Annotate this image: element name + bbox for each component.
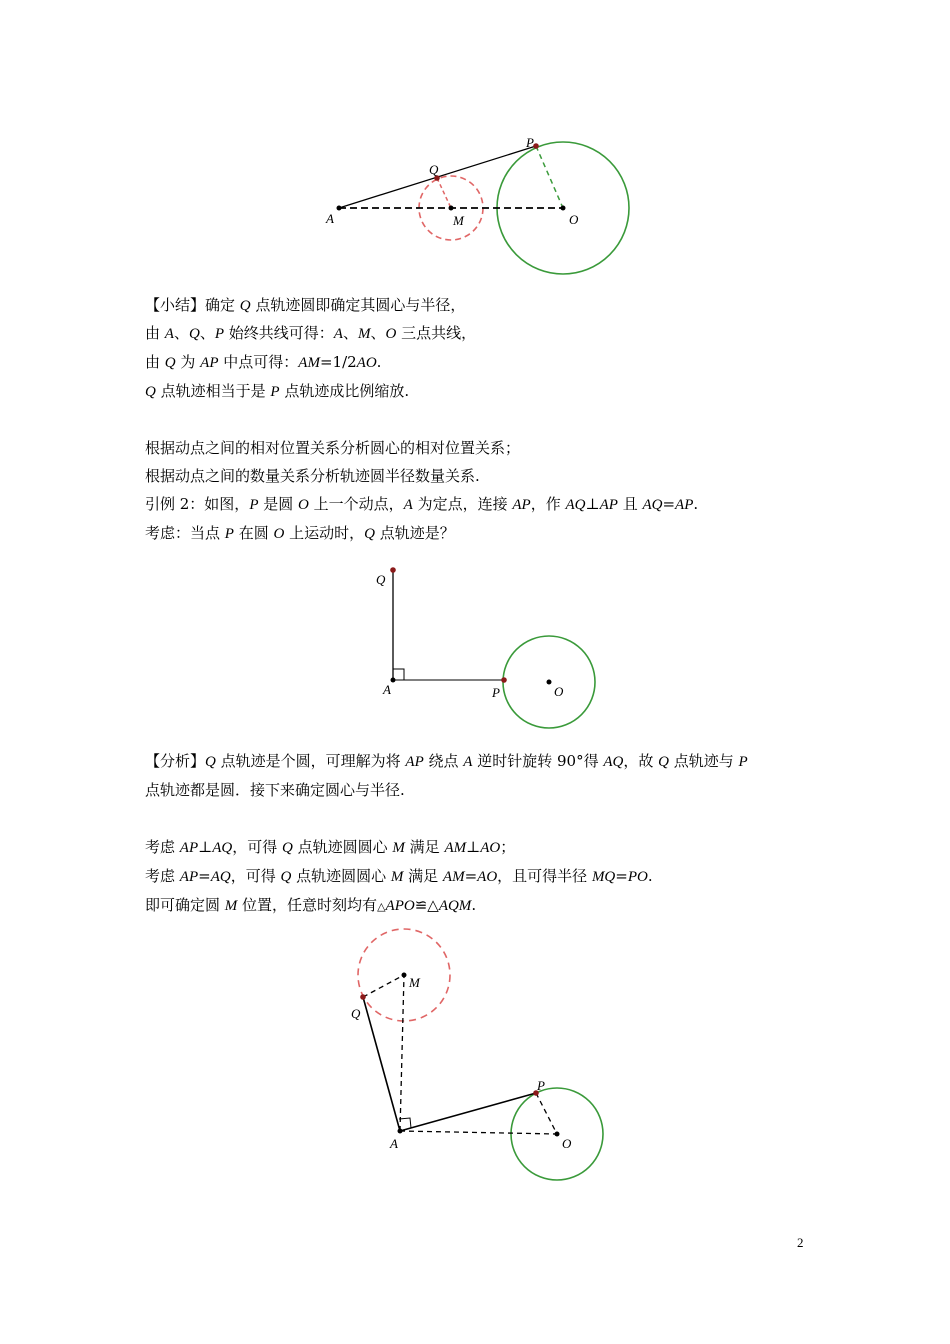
- label-a: A: [383, 682, 391, 697]
- figure-1: [310, 130, 650, 280]
- intro-line-1: 根据动点之间的相对位置关系分析圆心的相对位置关系；: [145, 439, 521, 457]
- figure-3: [340, 920, 620, 1190]
- analysis-line-1: 【分析】Q 点轨迹是个圆，可理解为将 AP 绕点 A 逆时针旋转 90°得 AQ，故 Q 点轨迹与 P: [145, 752, 748, 770]
- point-o: [547, 680, 552, 685]
- segment-qm-dashed: [363, 975, 404, 997]
- intro-line-2: 根据动点之间的数量关系分析轨迹圆半径数量关系.: [145, 467, 480, 485]
- point-a: [391, 678, 396, 683]
- analysis-line-3: 考虑 AP⊥AQ，可得 Q 点轨迹圆圆心 M 满足 AM⊥AO；: [145, 838, 516, 856]
- segment-am-dashed: [400, 975, 404, 1131]
- analysis-line-2: 点轨迹都是圆．接下来确定圆心与半径.: [145, 781, 405, 799]
- summary-line-3: 由 Q 为 AP 中点可得：AM=1/2AO.: [145, 353, 382, 371]
- segment-ao-dashed: [400, 1131, 557, 1134]
- label-p: P: [492, 685, 500, 700]
- example-line-1: 引例 2：如图，P 是圆 O 上一个动点，A 为定点，连接 AP，作 AQ⊥AP 且 AQ=AP.: [145, 495, 699, 513]
- point-o: [555, 1132, 560, 1137]
- label-p: P: [537, 1078, 545, 1093]
- label-q: Q: [376, 572, 386, 587]
- segment-po-dashed: [536, 1093, 557, 1134]
- label-o: O: [569, 212, 579, 227]
- label-m: M: [409, 975, 420, 990]
- figure-2: [370, 560, 610, 735]
- page-number: 2: [797, 1235, 804, 1250]
- summary-line-4: Q 点轨迹相当于是 P 点轨迹成比例缩放.: [145, 382, 410, 400]
- point-m: [449, 206, 454, 211]
- label-o: O: [554, 684, 564, 699]
- example-line-2: 考虑：当点 P 在圆 O 上运动时，Q 点轨迹是？: [145, 524, 455, 542]
- analysis-line-5: 即可确定圆 M 位置，任意时刻均有△APO≌△AQM.: [145, 896, 477, 914]
- segment-aq: [363, 997, 400, 1131]
- label-o: O: [562, 1136, 572, 1151]
- label-a: A: [326, 211, 334, 226]
- point-p: [533, 143, 539, 149]
- label-p: P: [526, 135, 534, 150]
- label-q: Q: [429, 162, 439, 177]
- segment-qm-dashed: [437, 178, 451, 208]
- point-a: [337, 206, 342, 211]
- point-m: [402, 973, 407, 978]
- segment-po-dashed: [536, 146, 563, 208]
- point-p: [501, 677, 507, 683]
- point-q: [390, 567, 396, 573]
- point-o: [561, 206, 566, 211]
- label-a: A: [390, 1136, 398, 1151]
- point-a: [398, 1129, 403, 1134]
- summary-line-1: 【小结】确定 Q 点轨迹圆即确定其圆心与半径，: [145, 296, 466, 314]
- analysis-line-4: 考虑 AP=AQ，可得 Q 点轨迹圆圆心 M 满足 AM=AO，且可得半径 MQ=PO.: [145, 867, 653, 885]
- summary-line-2: 由 A、Q、P 始终共线可得：A、M、O 三点共线，: [145, 324, 477, 342]
- segment-ap: [400, 1093, 536, 1131]
- point-q: [360, 994, 366, 1000]
- label-m: M: [453, 213, 464, 228]
- label-q: Q: [351, 1006, 361, 1021]
